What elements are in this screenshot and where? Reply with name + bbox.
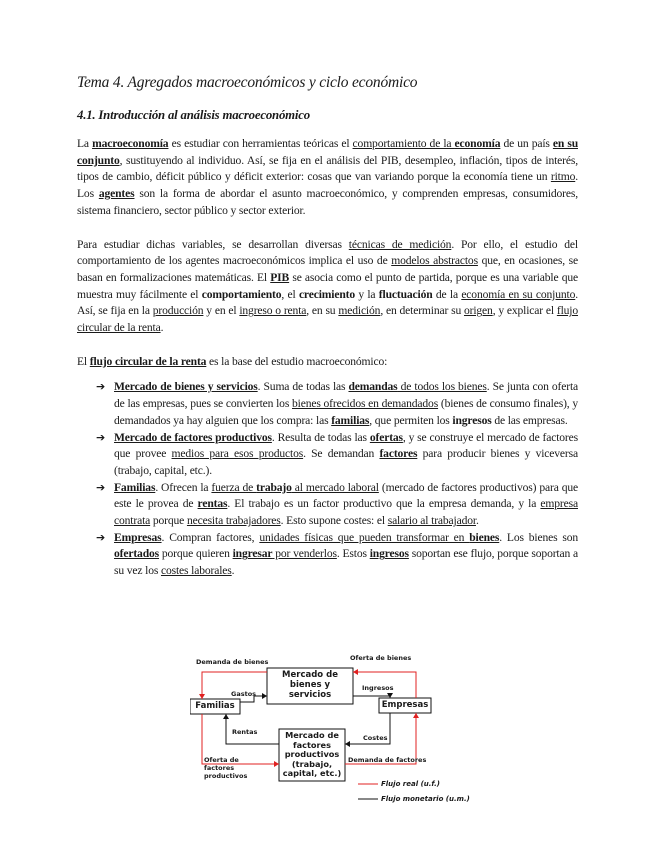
paragraph-macroeconomia: La macroeconomía es estudiar con herramientas teóricas el comportamiento de la economía de un país en su conjunto, sustituyendo al individuo. Así, se fija en el análisis del PIB, desempleo, inflación, tipos de interés, tipos de cambio, déficit público y déficit exterior: cosas que van variando porque la economía tiene un ritmo. Los agentes son la forma de abordar el asunto macroeconómico, y comprenden empresas, consumidores, sistema financiero, sector público y sector exterior. (77, 137, 579, 217)
box-families: Familias (195, 701, 235, 711)
label-oferta-factores: Oferta de factores productivos (204, 756, 248, 780)
bullet-empresas: ➔ Empresas. Compran factores, unidades físicas que pueden transformar en bienes. Los bienes son ofertados porque quieren ingresar por venderlos. Estos ingresos soportan ese flujo, porque soportan a su vez los costes laborales. (96, 530, 579, 578)
legend-real-label: Flujo real (u.f.) (381, 780, 440, 788)
label-rentas: Rentas (232, 728, 258, 736)
bullet-mercado-factores: ➔ Mercado de factores productivos. Resulta de todas las ofertas, y se construye el mercado de factores que provee medios para esos productos. Se demandan factores para producir bienes y viceversa (trabajo, capital, etc.). (96, 430, 579, 477)
label-demanda-bienes: Demanda de bienes (196, 658, 269, 666)
box-market-goods: Mercado de bienes y servicios (282, 670, 338, 700)
box-firms: Empresas (381, 700, 429, 710)
circular-flow-diagram (190, 652, 470, 812)
arrow-bullet-icon: ➔ (96, 530, 106, 544)
box-market-factors: Mercado de factores productivos (trabajo, capital, etc.) (282, 730, 342, 779)
paragraph-medicion: Para estudiar dichas variables, se desarrollan diversas técnicas de medición. Por ello, el estudio del comportamiento de los agentes macroeconómicos implica el uso de modelos abstractos que, en ocasiones, se basan en formalizaciones matemáticas. El PIB se asocia como el punto de partida, porque es una variable que muestra muy fácilmente el comportamiento, el crecimiento y la fluctuación de la economía en su conjunto. Así, se fija en la producción y en el ingreso o renta, en su medición, en determinar su origen, y explicar el flujo circular de la renta. (77, 237, 579, 335)
bullet-familias: ➔ Familias. Ofrecen la fuerza de trabajo al mercado laboral (mercado de factores productivos) para que este le provea de rentas. El trabajo es un factor productivo que la empresa demanda, y la empresa contrata porque necesita trabajadores. Esto supone costes: el salario al trabajador. (96, 480, 579, 528)
label-demanda-factores: Demanda de factores (348, 756, 427, 764)
label-costes: Costes (363, 734, 388, 742)
paragraph-flujo-intro: El flujo circular de la renta es la base del estudio macroeconómico: (77, 354, 388, 368)
bullet-mercado-bienes: ➔ Mercado de bienes y servicios. Suma de todas las demandas de todos los bienes. Se junta con oferta de las empresas, pues se convierten los bienes ofrecidos en demandados (bienes de consumo finales), y demandados ya hay alguien que los compra: las familias, que permiten los ingresos de las empresas. (96, 380, 579, 427)
label-oferta-bienes: Oferta de bienes (350, 654, 412, 662)
label-gastos: Gastos (231, 690, 257, 698)
bullet-list (77, 379, 578, 579)
label-ingresos: Ingresos (362, 684, 394, 692)
section-heading: 4.1. Introducción al análisis macroeconómico (77, 108, 310, 122)
arrow-bullet-icon: ➔ (96, 480, 106, 494)
arrow-bullet-icon: ➔ (96, 380, 106, 394)
legend-monetary-label: Flujo monetario (u.m.) (381, 795, 470, 803)
page-title: Tema 4. Agregados macroeconómicos y ciclo económico (77, 74, 418, 91)
document-page (77, 74, 578, 580)
arrow-bullet-icon: ➔ (96, 430, 106, 444)
